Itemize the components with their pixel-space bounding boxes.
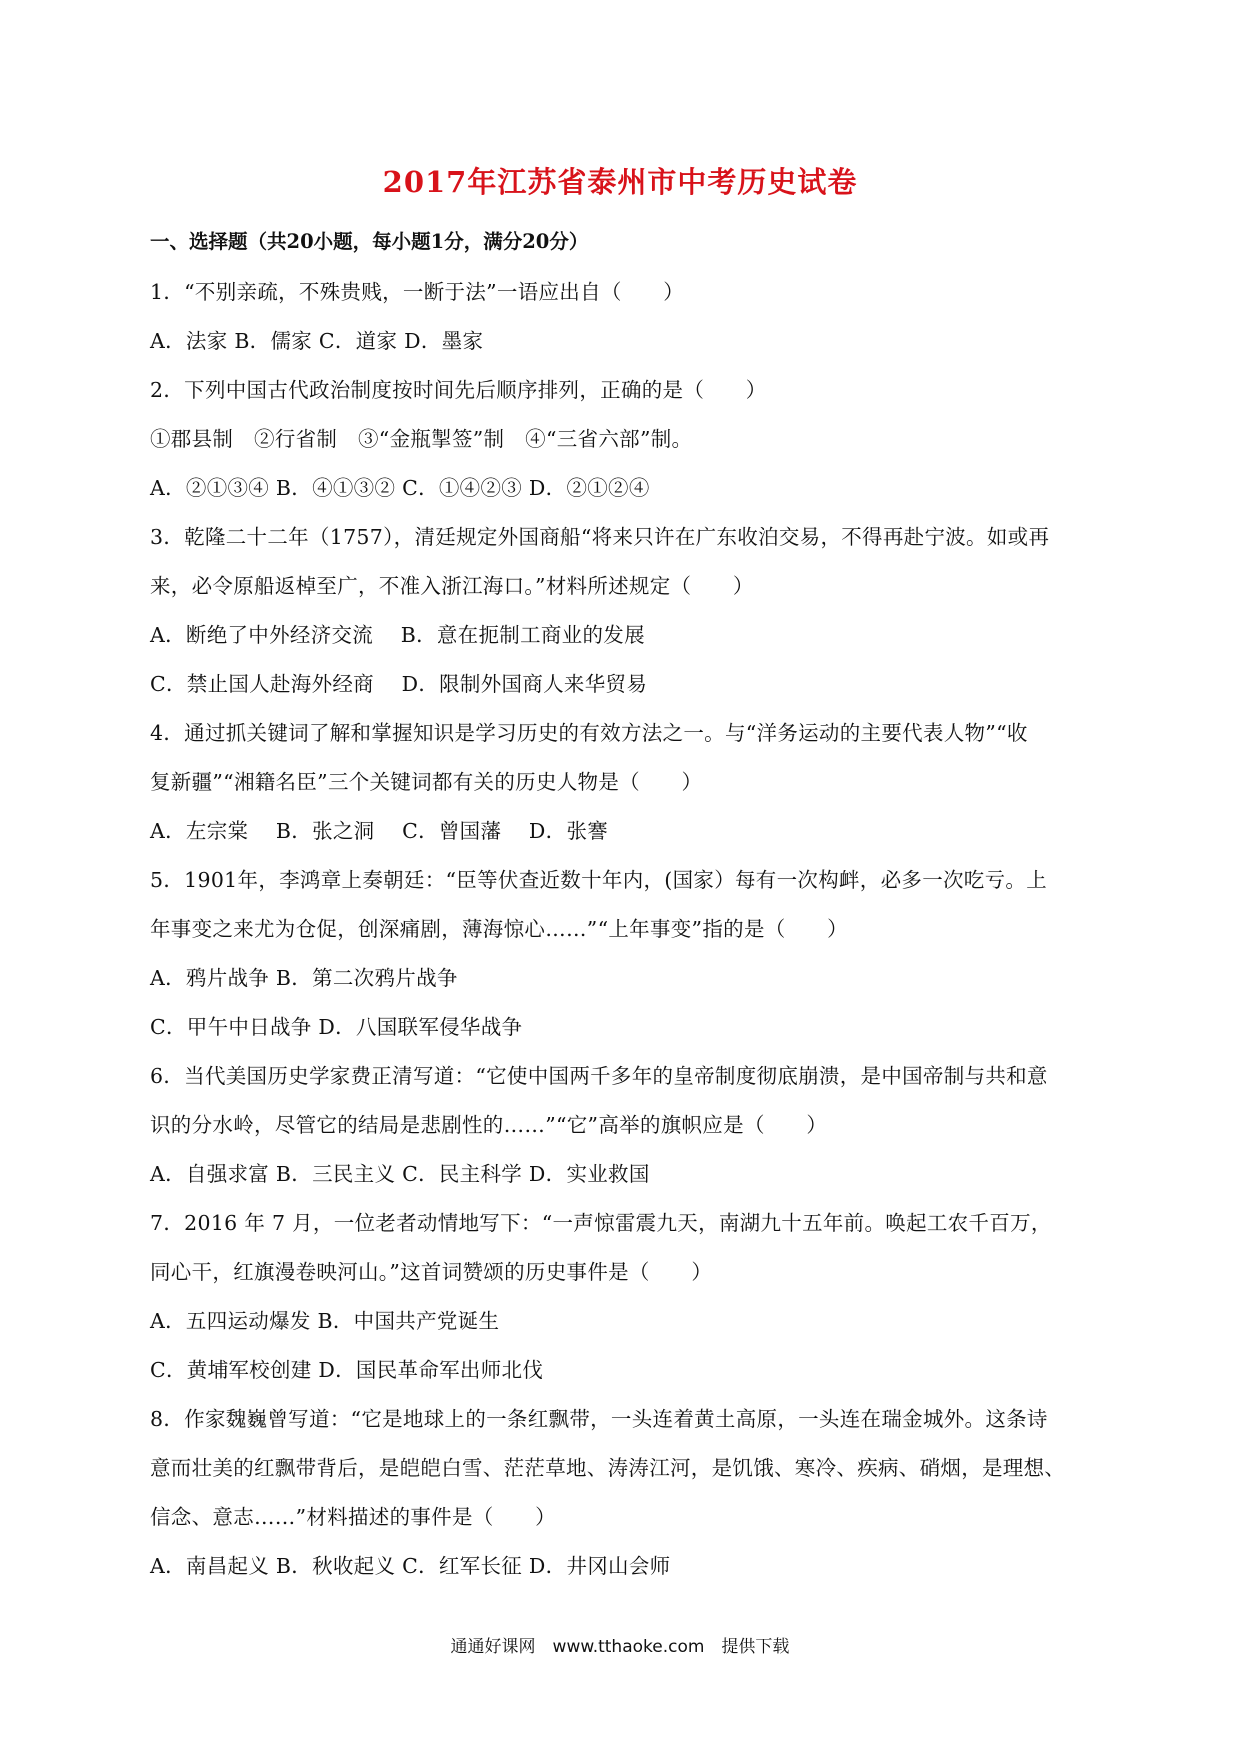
question-3-stem: 3．乾隆二十二年（1757），清廷规定外国商船“将来只许在广东收泊交易，不得再赴宁波。如或再 xyxy=(150,525,1050,549)
question-8-options: A．南昌起义 B．秋收起义 C．红军长征 D．井冈山会师 xyxy=(150,1554,671,1578)
question-5-stem: 5．1901年，李鸿章上奏朝廷：“臣等伏查近数十年内，(国家）每有一次构衅，必多一次吃亏。上 xyxy=(150,868,1047,892)
question-5-stem-cont: 年事变之来尤为仓促，创深痛剧，薄海惊心……”“上年事变”指的是（ ） xyxy=(150,917,848,941)
question-7-stem: 7．2016 年 7 月，一位老者动情地写下：“一声惊雷震九天，南湖九十五年前。唤起工农千百万， xyxy=(150,1211,1052,1235)
question-6-stem: 6．当代美国历史学家费正清写道：“它使中国两千多年的皇帝制度彻底崩溃，是中国帝制与共和意 xyxy=(150,1064,1048,1088)
question-2-options: A．②①③④ B．④①③② C．①④②③ D．②①②④ xyxy=(150,476,650,500)
question-1-stem: 1．“不别亲疏，不殊贵贱，一断于法”一语应出自（ ） xyxy=(150,280,685,304)
question-7-options-cd: C．黄埔军校创建 D．国民革命军出师北伐 xyxy=(150,1358,544,1382)
question-7-stem-cont: 同心干，红旗漫卷映河山。”这首词赞颂的历史事件是（ ） xyxy=(150,1260,713,1284)
question-2-items: ①郡县制 ②行省制 ③“金瓶掣签”制 ④“三省六部”制。 xyxy=(150,427,693,451)
question-list xyxy=(150,268,1100,1591)
question-3-options-cd: C．禁止国人赴海外经商 D．限制外国商人来华贸易 xyxy=(150,672,648,696)
question-7-options-ab: A．五四运动爆发 B．中国共产党诞生 xyxy=(150,1309,500,1333)
question-8-stem: 8．作家魏巍曾写道：“它是地球上的一条红飘带，一头连着黄土高原，一头连在瑞金城外。这条诗 xyxy=(150,1407,1048,1431)
question-6-options: A．自强求富 B．三民主义 C．民主科学 D．实业救国 xyxy=(150,1162,650,1186)
question-2-stem: 2．下列中国古代政治制度按时间先后顺序排列，正确的是（ ） xyxy=(150,378,767,402)
question-5-options-cd: C．甲午中日战争 D．八国联军侵华战争 xyxy=(150,1015,523,1039)
page-footer: 通通好课网 www.tthaoke.com 提供下载 xyxy=(450,1637,790,1657)
section-heading: 一、选择题（共20小题，每小题1分，满分20分） xyxy=(150,230,589,253)
question-1-options: A．法家 B．儒家 C．道家 D．墨家 xyxy=(150,329,484,353)
question-8-stem-cont-2: 信念、意志……”材料描述的事件是（ ） xyxy=(150,1505,556,1529)
exam-title: 2017年江苏省泰州市中考历史试卷 xyxy=(382,165,858,199)
question-5-options-ab: A．鸦片战争 B．第二次鸦片战争 xyxy=(150,966,458,990)
question-3-stem-cont: 来，必令原船返棹至广，不准入浙江海口。”材料所述规定（ ） xyxy=(150,574,754,598)
question-4-stem-cont: 复新疆”“湘籍名臣”三个关键词都有关的历史人物是（ ） xyxy=(150,770,703,794)
question-6-stem-cont: 识的分水岭，尽管它的结局是悲剧性的……”“它”高举的旗帜应是（ ） xyxy=(150,1113,828,1137)
question-8-stem-cont: 意而壮美的红飘带背后，是皑皑白雪、茫茫草地、涛涛江河，是饥饿、寒冷、疾病、硝烟，是理想、 xyxy=(150,1456,1066,1480)
question-4-options: A．左宗棠 B．张之洞 C．曾国藩 D．张謇 xyxy=(150,819,609,843)
question-3-options-ab: A．断绝了中外经济交流 B．意在扼制工商业的发展 xyxy=(150,623,645,647)
question-4-stem: 4．通过抓关键词了解和掌握知识是学习历史的有效方法之一。与“洋务运动的主要代表人物”“收 xyxy=(150,721,1028,745)
